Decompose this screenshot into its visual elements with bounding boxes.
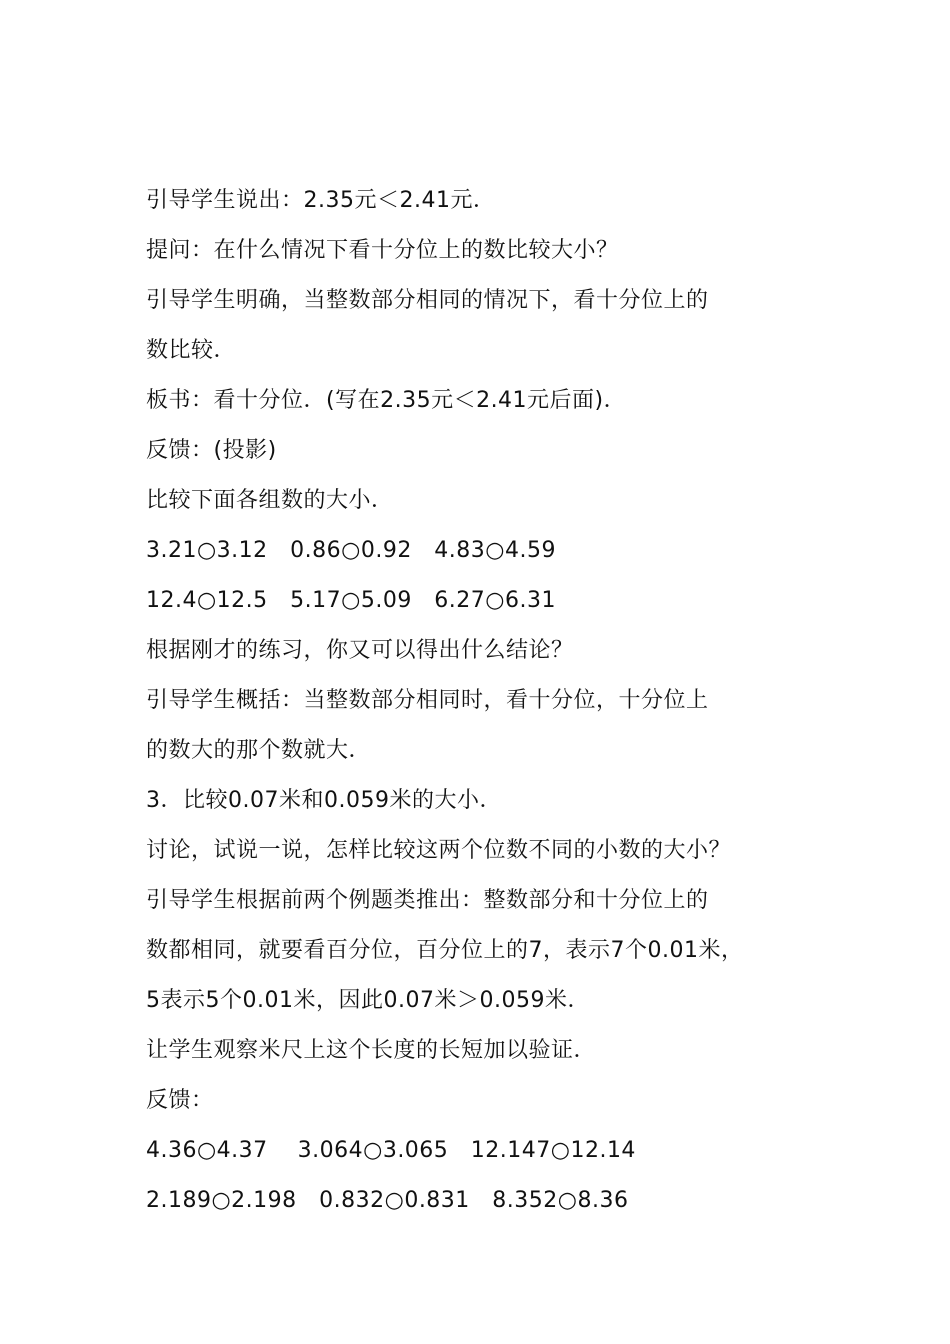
- text-line: 根据刚才的练习，你又可以得出什么结论？: [146, 638, 574, 663]
- text-line: 提问：在什么情况下看十分位上的数比较大小？: [146, 238, 619, 263]
- document-body: [146, 176, 836, 1226]
- text-line: 反馈：(投影): [146, 438, 277, 463]
- exercise-line: 12.4○12.5 5.17○5.09 6.27○6.31: [146, 588, 556, 613]
- text-line: 引导学生明确，当整数部分相同的情况下，看十分位上的: [146, 288, 709, 313]
- exercise-line: 2.189○2.198 0.832○0.831 8.352○8.36: [146, 1188, 629, 1213]
- exercise-line: 3.21○3.12 0.86○0.92 4.83○4.59: [146, 538, 556, 563]
- text-line: 数比较．: [146, 338, 237, 363]
- text-line: 板书：看十分位．(写在2.35元＜2.41元后面)．: [146, 388, 627, 413]
- text-line: 让学生观察米尺上这个长度的长短加以验证．: [146, 1038, 597, 1063]
- text-line: 讨论，试说一说，怎样比较这两个位数不同的小数的大小？: [146, 838, 732, 863]
- text-line: 数都相同，就要看百分位，百分位上的7，表示7个0.01米，: [146, 938, 744, 963]
- text-line: 引导学生概括：当整数部分相同时，看十分位，十分位上: [146, 688, 709, 713]
- text-line: 3．比较0.07米和0.059米的大小．: [146, 788, 502, 813]
- text-line: 比较下面各组数的大小．: [146, 488, 394, 513]
- text-line: 反馈：: [146, 1088, 214, 1113]
- text-line: 引导学生说出：2.35元＜2.41元．: [146, 188, 496, 213]
- text-line: 引导学生根据前两个例题类推出：整数部分和十分位上的: [146, 888, 709, 913]
- text-line: 5表示5个0.01米，因此0.07米＞0.059米．: [146, 988, 590, 1013]
- exercise-line: 4.36○4.37 3.064○3.065 12.147○12.14: [146, 1138, 636, 1163]
- text-line: 的数大的那个数就大．: [146, 738, 372, 763]
